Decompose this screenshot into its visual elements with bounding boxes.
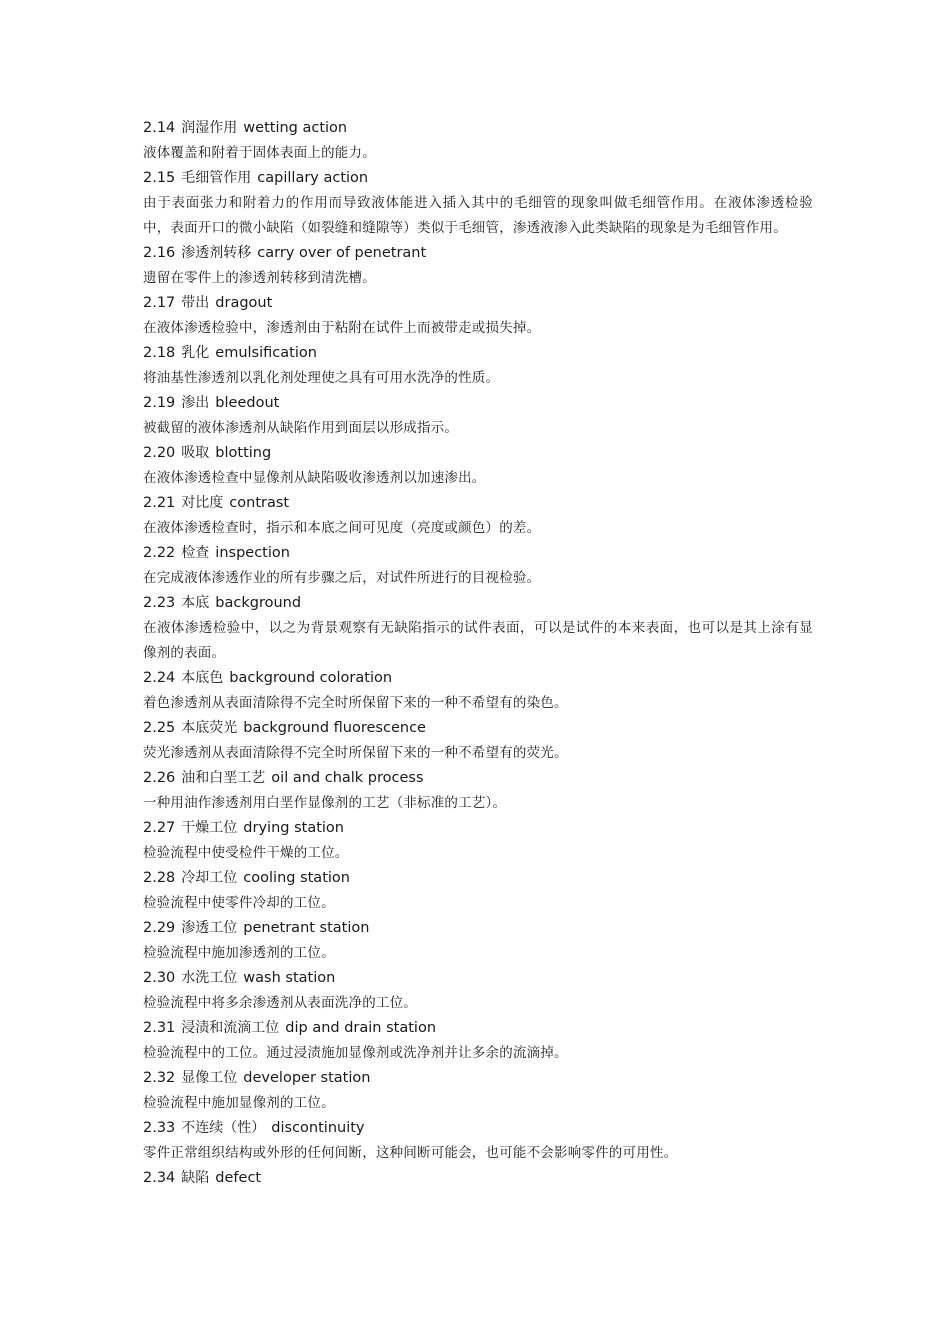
term-heading <box>143 241 813 266</box>
term-english: background <box>215 595 302 611</box>
term-number: 2.21 <box>143 495 176 511</box>
term-heading <box>143 816 813 841</box>
term-chinese: 浸渍和流滴工位 <box>181 1020 280 1036</box>
term-english: contrast <box>229 495 290 511</box>
term-heading <box>143 491 813 516</box>
term-chinese: 检查 <box>181 545 210 561</box>
term-chinese: 对比度 <box>181 495 224 511</box>
term-number: 2.16 <box>143 245 176 261</box>
term-number: 2.14 <box>143 120 176 136</box>
term-number: 2.15 <box>143 170 176 186</box>
term-chinese: 缺陷 <box>181 1170 210 1186</box>
term-definition: 遗留在零件上的渗透剂转移到清洗槽。 <box>143 270 376 286</box>
term-definition: 检验流程中使受检件干燥的工位。 <box>143 845 349 861</box>
term-definition: 将油基性渗透剂以乳化剂处理使之具有可用水洗净的性质。 <box>143 370 500 386</box>
term-chinese: 油和白垩工艺 <box>181 770 266 786</box>
term-heading <box>143 866 813 891</box>
term-chinese: 水洗工位 <box>181 970 238 986</box>
term-number: 2.30 <box>143 970 176 986</box>
term-chinese: 润湿作用 <box>181 120 238 136</box>
term-heading <box>143 766 813 791</box>
term-number: 2.29 <box>143 920 176 936</box>
term-number: 2.27 <box>143 820 176 836</box>
term-english: wetting action <box>243 120 348 136</box>
term-english: oil and chalk process <box>271 770 424 786</box>
term-heading <box>143 341 813 366</box>
term-definition: 检验流程中施加渗透剂的工位。 <box>143 945 335 961</box>
term-english: penetrant station <box>243 920 370 936</box>
term-chinese: 不连续（性） <box>181 1120 266 1136</box>
term-definition: 检验流程中将多余渗透剂从表面洗净的工位。 <box>143 995 417 1011</box>
term-definition: 一种用油作渗透剂用白垩作显像剂的工艺（非标准的工艺）。 <box>143 795 507 811</box>
term-list <box>143 116 813 1191</box>
term-chinese: 本底荧光 <box>181 720 238 736</box>
term-definition: 由于表面张力和附着力的作用而导致液体能进入插入其中的毛细管的现象叫做毛细管作用。在液体渗透检验中，表面开口的微小缺陷（如裂缝和缝隙等）类似于毛细管，渗透液渗入此类缺陷的现象是为毛细管作用。 <box>143 195 813 236</box>
term-number: 2.33 <box>143 1120 176 1136</box>
term-heading <box>143 1166 813 1191</box>
term-english: inspection <box>215 545 290 561</box>
term-number: 2.26 <box>143 770 176 786</box>
term-chinese: 渗透工位 <box>181 920 238 936</box>
term-english: defect <box>215 1170 262 1186</box>
term-heading <box>143 1066 813 1091</box>
term-definition: 在液体渗透检验中，渗透剂由于粘附在试件上而被带走或损失掉。 <box>143 320 541 336</box>
term-chinese: 冷却工位 <box>181 870 238 886</box>
term-heading <box>143 291 813 316</box>
term-heading <box>143 166 813 191</box>
term-definition: 在液体渗透检查时，指示和本底之间可见度（亮度或颜色）的差。 <box>143 520 541 536</box>
term-english: background coloration <box>229 670 393 686</box>
term-definition: 被截留的液体渗透剂从缺陷作用到面层以形成指示。 <box>143 420 459 436</box>
term-english: discontinuity <box>271 1120 365 1136</box>
term-english: developer station <box>243 1070 371 1086</box>
term-definition: 零件正常组织结构或外形的任何间断，这种间断可能会，也可能不会影响零件的可用性。 <box>143 1145 678 1161</box>
term-chinese: 干燥工位 <box>181 820 238 836</box>
term-definition: 在液体渗透检验中，以之为背景观察有无缺陷指示的试件表面，可以是试件的本来表面，也可以是其上涂有显像剂的表面。 <box>143 620 813 661</box>
term-heading <box>143 591 813 616</box>
term-chinese: 本底 <box>181 595 210 611</box>
term-number: 2.32 <box>143 1070 176 1086</box>
term-number: 2.18 <box>143 345 176 361</box>
term-chinese: 带出 <box>181 295 210 311</box>
term-definition: 着色渗透剂从表面清除得不完全时所保留下来的一种不希望有的染色。 <box>143 695 568 711</box>
term-number: 2.31 <box>143 1020 176 1036</box>
term-definition: 液体覆盖和附着于固体表面上的能力。 <box>143 145 376 161</box>
term-number: 2.34 <box>143 1170 176 1186</box>
term-english: capillary action <box>257 170 369 186</box>
term-number: 2.28 <box>143 870 176 886</box>
term-heading <box>143 541 813 566</box>
term-number: 2.23 <box>143 595 176 611</box>
term-chinese: 渗出 <box>181 395 210 411</box>
term-english: emulsification <box>215 345 317 361</box>
document-page <box>143 116 813 1191</box>
term-english: wash station <box>243 970 336 986</box>
term-definition: 在液体渗透检查中显像剂从缺陷吸收渗透剂以加速渗出。 <box>143 470 486 486</box>
term-definition: 在完成液体渗透作业的所有步骤之后，对试件所进行的目视检验。 <box>143 570 541 586</box>
term-definition: 检验流程中的工位。通过浸渍施加显像剂或洗净剂并让多余的流滴掉。 <box>143 1045 568 1061</box>
term-definition: 检验流程中使零件冷却的工位。 <box>143 895 335 911</box>
term-definition: 荧光渗透剂从表面清除得不完全时所保留下来的一种不希望有的荧光。 <box>143 745 568 761</box>
term-heading <box>143 1016 813 1041</box>
term-number: 2.17 <box>143 295 176 311</box>
term-english: dragout <box>215 295 273 311</box>
term-chinese: 本底色 <box>181 670 224 686</box>
term-heading <box>143 391 813 416</box>
term-number: 2.22 <box>143 545 176 561</box>
term-english: drying station <box>243 820 344 836</box>
term-heading <box>143 966 813 991</box>
term-english: carry over of penetrant <box>257 245 427 261</box>
term-number: 2.25 <box>143 720 176 736</box>
term-heading <box>143 1116 813 1141</box>
term-chinese: 吸取 <box>181 445 210 461</box>
term-heading <box>143 716 813 741</box>
term-number: 2.24 <box>143 670 176 686</box>
term-definition: 检验流程中施加显像剂的工位。 <box>143 1095 335 1111</box>
term-english: dip and drain station <box>285 1020 437 1036</box>
term-chinese: 显像工位 <box>181 1070 238 1086</box>
term-number: 2.20 <box>143 445 176 461</box>
term-heading <box>143 441 813 466</box>
term-chinese: 渗透剂转移 <box>181 245 252 261</box>
term-chinese: 毛细管作用 <box>181 170 252 186</box>
term-english: bleedout <box>215 395 280 411</box>
term-chinese: 乳化 <box>181 345 210 361</box>
term-heading <box>143 116 813 141</box>
term-english: background fluorescence <box>243 720 426 736</box>
term-number: 2.19 <box>143 395 176 411</box>
term-english: cooling station <box>243 870 350 886</box>
term-heading <box>143 666 813 691</box>
term-english: blotting <box>215 445 272 461</box>
term-heading <box>143 916 813 941</box>
